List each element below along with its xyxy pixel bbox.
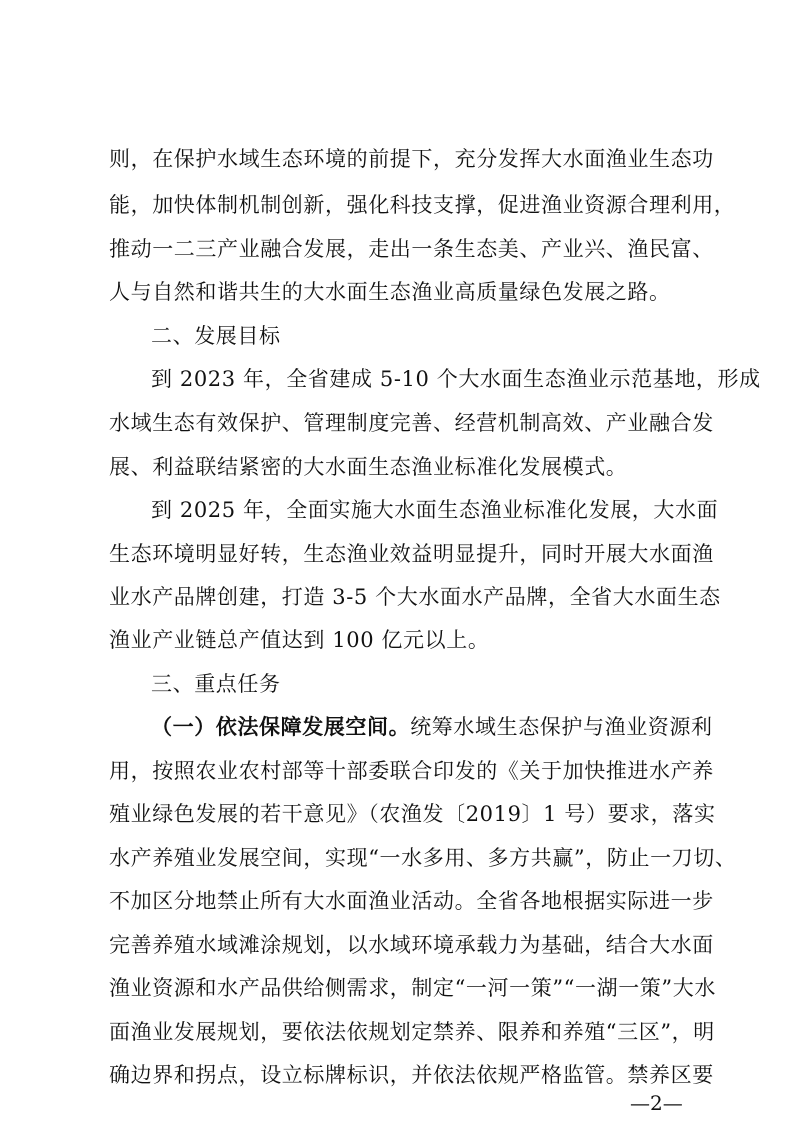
section-heading-development-goals: 二、发展目标	[151, 324, 281, 348]
paragraph-3-line-4: 渔业产业链总产值达到 100 亿元以上。	[109, 628, 490, 652]
paragraph-4-line-4: 水产养殖业发展空间，实现“一水多用、多方共赢”，防止一刀切、	[109, 846, 737, 870]
paragraph-1-line-1: 则，在保护水域生态环境的前提下，充分发挥大水面渔业生态功	[109, 147, 714, 171]
paragraph-4-line-8: 面渔业发展规划，要依法依规划定禁养、限养和养殖“三区”，明	[109, 1020, 715, 1044]
page-number: —2—	[630, 1091, 683, 1115]
paragraph-4-bold-lead: （一）依法保障发展空间。	[151, 714, 411, 739]
paragraph-1-line-4: 人与自然和谐共生的大水面生态渔业高质量绿色发展之路。	[109, 280, 671, 304]
paragraph-4-line-3: 殖业绿色发展的若干意见》（农渔发〔2019〕1 号）要求，落实	[109, 802, 716, 826]
paragraph-4-line-2: 用，按照农业农村部等十部委联合印发的《关于加快推进水产养	[109, 759, 714, 783]
paragraph-4-line-1	[151, 708, 713, 746]
paragraph-3-line-2: 生态环境明显好转，生态渔业效益明显提升，同时开展大水面渔	[109, 542, 714, 566]
paragraph-2-line-1: 到 2023 年，全省建成 5-10 个大水面生态渔业示范基地，形成	[151, 367, 761, 391]
paragraph-1-line-3: 推动一二三产业融合发展，走出一条生态美、产业兴、渔民富、	[109, 237, 714, 261]
paragraph-4-line-5: 不加区分地禁止所有大水面渔业活动。全省各地根据实际进一步	[109, 889, 714, 913]
paragraph-4-line-7: 渔业资源和水产品供给侧需求，制定“一河一策”“一湖一策”大水	[109, 976, 716, 1000]
paragraph-4-line-6: 完善养殖水域滩涂规划，以水域环境承载力为基础，结合大水面	[109, 933, 714, 957]
paragraph-2-line-3: 展、利益联结紧密的大水面生态渔业标准化发展模式。	[109, 455, 628, 479]
section-heading-key-tasks: 三、重点任务	[151, 672, 281, 696]
paragraph-4-line-9: 确边界和拐点，设立标牌标识，并依法依规严格监管。禁养区要	[109, 1063, 714, 1087]
paragraph-3-line-1: 到 2025 年，全面实施大水面生态渔业标准化发展，大水面	[151, 498, 719, 522]
paragraph-1-line-2: 能，加快体制机制创新，强化科技支撑，促进渔业资源合理利用，	[109, 193, 736, 217]
paragraph-2-line-2: 水域生态有效保护、管理制度完善、经营机制高效、产业融合发	[109, 411, 714, 435]
paragraph-4-line-1-rest: 统筹水域生态保护与渔业资源利	[410, 715, 713, 739]
paragraph-3-line-3: 业水产品牌创建，打造 3-5 个大水面水产品牌，全省大水面生态	[109, 585, 721, 609]
